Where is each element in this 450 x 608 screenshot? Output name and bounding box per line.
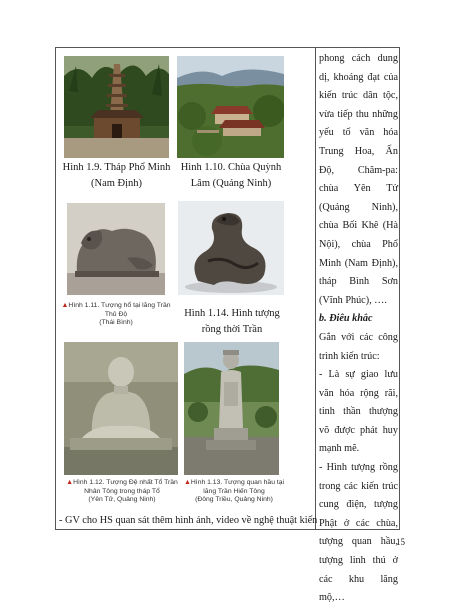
sculpture-intro: Gắn với các công trình kiến trúc: (319, 331, 398, 362)
quynh-lam-pagoda-photo (177, 56, 284, 158)
fig-1-13-caption: ▲Hình 1.13. Tượng quan hầu tại lăng Trần Hiến Tông (Đông Triều, Quảng Ninh) (183, 479, 285, 504)
sculpture-point-1: - Là sự giao lưu văn hóa rộng rãi, tinh thần thượng võ được phát huy mạnh mẽ. (319, 369, 398, 455)
fig-1-10-caption: Hình 1.10. Chùa Quỳnh Lâm (Quảng Ninh) (180, 162, 282, 189)
fig-1-11-caption: ▲Hình 1.11. Tượng hổ tại lăng Trần Thủ Độ (Thái Bình) (61, 302, 171, 327)
image-column (56, 48, 318, 529)
page-number: 15 (396, 537, 405, 547)
mandarin-statue-photo (184, 342, 279, 475)
fig-1-12-caption: ▲Hình 1.12. Tượng Đệ nhất Tổ Trần Nhân Tông trong tháp Tổ (Yên Tử, Quảng Ninh) (66, 479, 178, 504)
red-triangle-icon: ▲ (66, 479, 74, 486)
red-triangle-icon: ▲ (61, 302, 69, 309)
sculpture-point-2: - Hình tượng rồng trong các kiến trúc cung điện, tượng Phật ở các chùa, tượng quan hầu, tượng linh thú ở các khu lăng mộ,… (319, 462, 398, 604)
tiger-statue-photo (67, 203, 165, 295)
dragon-carving-photo (178, 201, 284, 295)
teacher-instruction-text: - GV cho HS quan sát thêm hình ảnh, video về nghệ thuật kiến (59, 515, 318, 526)
fig-1-9-caption: Hình 1.9. Tháp Phổ Minh (Nam Định) (62, 162, 171, 189)
architecture-paragraph: phong cách dung dị, khoáng đạt của kiến trúc dân tộc, vừa tiếp thu những yếu tố văn hóa Trung Hoa, Ấn Độ, Chăm-pa: chùa Yên Tử (Quảng Ninh), chùa Bối Khê (Hà Nội), chùa Phổ Minh (Nam Định), tháp Bình Sơn (Vĩnh Phúc), …. (319, 53, 398, 306)
column-divider (315, 48, 316, 529)
fig-1-14-caption: Hình 1.14. Hình tượng rồng thời Trần (184, 308, 280, 335)
text-column (319, 50, 398, 608)
content-table (55, 47, 400, 604)
pho-minh-tower-photo (64, 56, 169, 158)
red-triangle-icon: ▲ (183, 479, 191, 486)
buddha-statue-photo (64, 342, 178, 475)
sculpture-heading: b. Điêu khắc (319, 313, 373, 325)
